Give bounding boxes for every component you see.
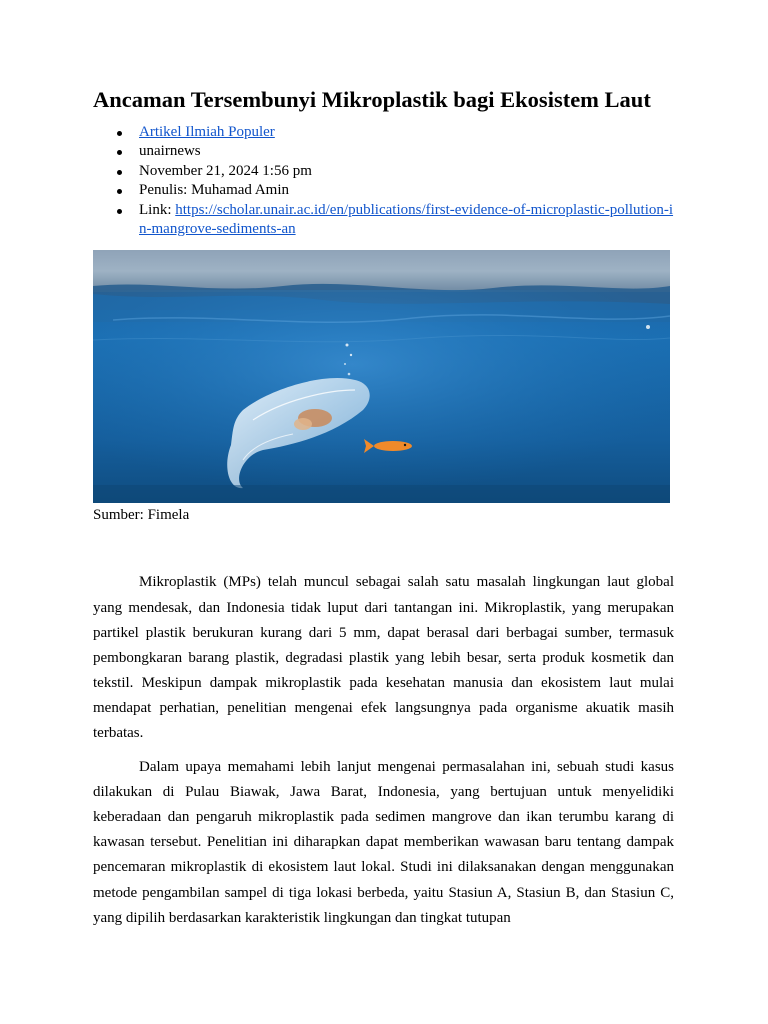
article-meta-list: [93, 123, 674, 239]
category-link[interactable]: Artikel Ilmiah Populer: [139, 124, 275, 140]
article-title: Ancaman Tersembunyi Mikroplastik bagi Ekosistem Laut: [93, 87, 651, 112]
meta-link-label: Link:: [139, 201, 176, 218]
meta-source: unairnews: [139, 142, 674, 161]
image-caption: Sumber: Fimela: [93, 507, 190, 524]
paragraph: Mikroplastik (MPs) telah muncul sebagai salah satu masalah lingkungan laut global yang mendesak, dan Indonesia tidak luput dari tantangan ini. Mikroplastik, yang merupakan partikel plastik berukuran kurang dari 5 mm, dapat berasal dari berbagai sumber, termasuk pembongkaran barang plastik, degradasi plastik yang lebih besar, serta produk kosmetik dan tekstil. Meskipun dampak mikroplastik pada kesehatan manusia dan ekosistem laut mulai mendapat perhatian, penelitian mengenai efek langsungnya pada organisme akuatik masih terbatas.: [93, 574, 674, 741]
meta-date: November 21, 2024 1:56 pm: [139, 162, 674, 181]
article: [93, 84, 674, 940]
article-body: [93, 570, 674, 930]
meta-link: [139, 201, 674, 240]
hero-image: [93, 250, 670, 503]
meta-author: Penulis: Muhamad Amin: [139, 181, 674, 200]
source-link[interactable]: https://scholar.unair.ac.id/en/publications/first-evidence-of-microplastic-pollution-in-mangrove-sediments-an: [139, 201, 674, 238]
paragraph: Dalam upaya memahami lebih lanjut mengenai permasalahan ini, sebuah studi kasus dilakukan di Pulau Biawak, Jawa Barat, Indonesia, yang bertujuan untuk menyelidiki keberadaan dan pengaruh mikroplastik pada sedimen mangrove dan ikan terumbu karang di kawasan tersebut. Penelitian ini diharapkan dapat memberikan wawasan baru tentang dampak pencemaran mikroplastik di ekosistem laut lokal. Studi ini dilaksanakan dengan menggunakan metode pengambilan sampel di tiga lokasi berbeda, yaitu Stasiun A, Stasiun B, dan Stasiun C, yang dipilih berdasarkan karakteristik lingkungan dan tingkat tutupan: [93, 759, 674, 926]
meta-category: [139, 123, 674, 142]
